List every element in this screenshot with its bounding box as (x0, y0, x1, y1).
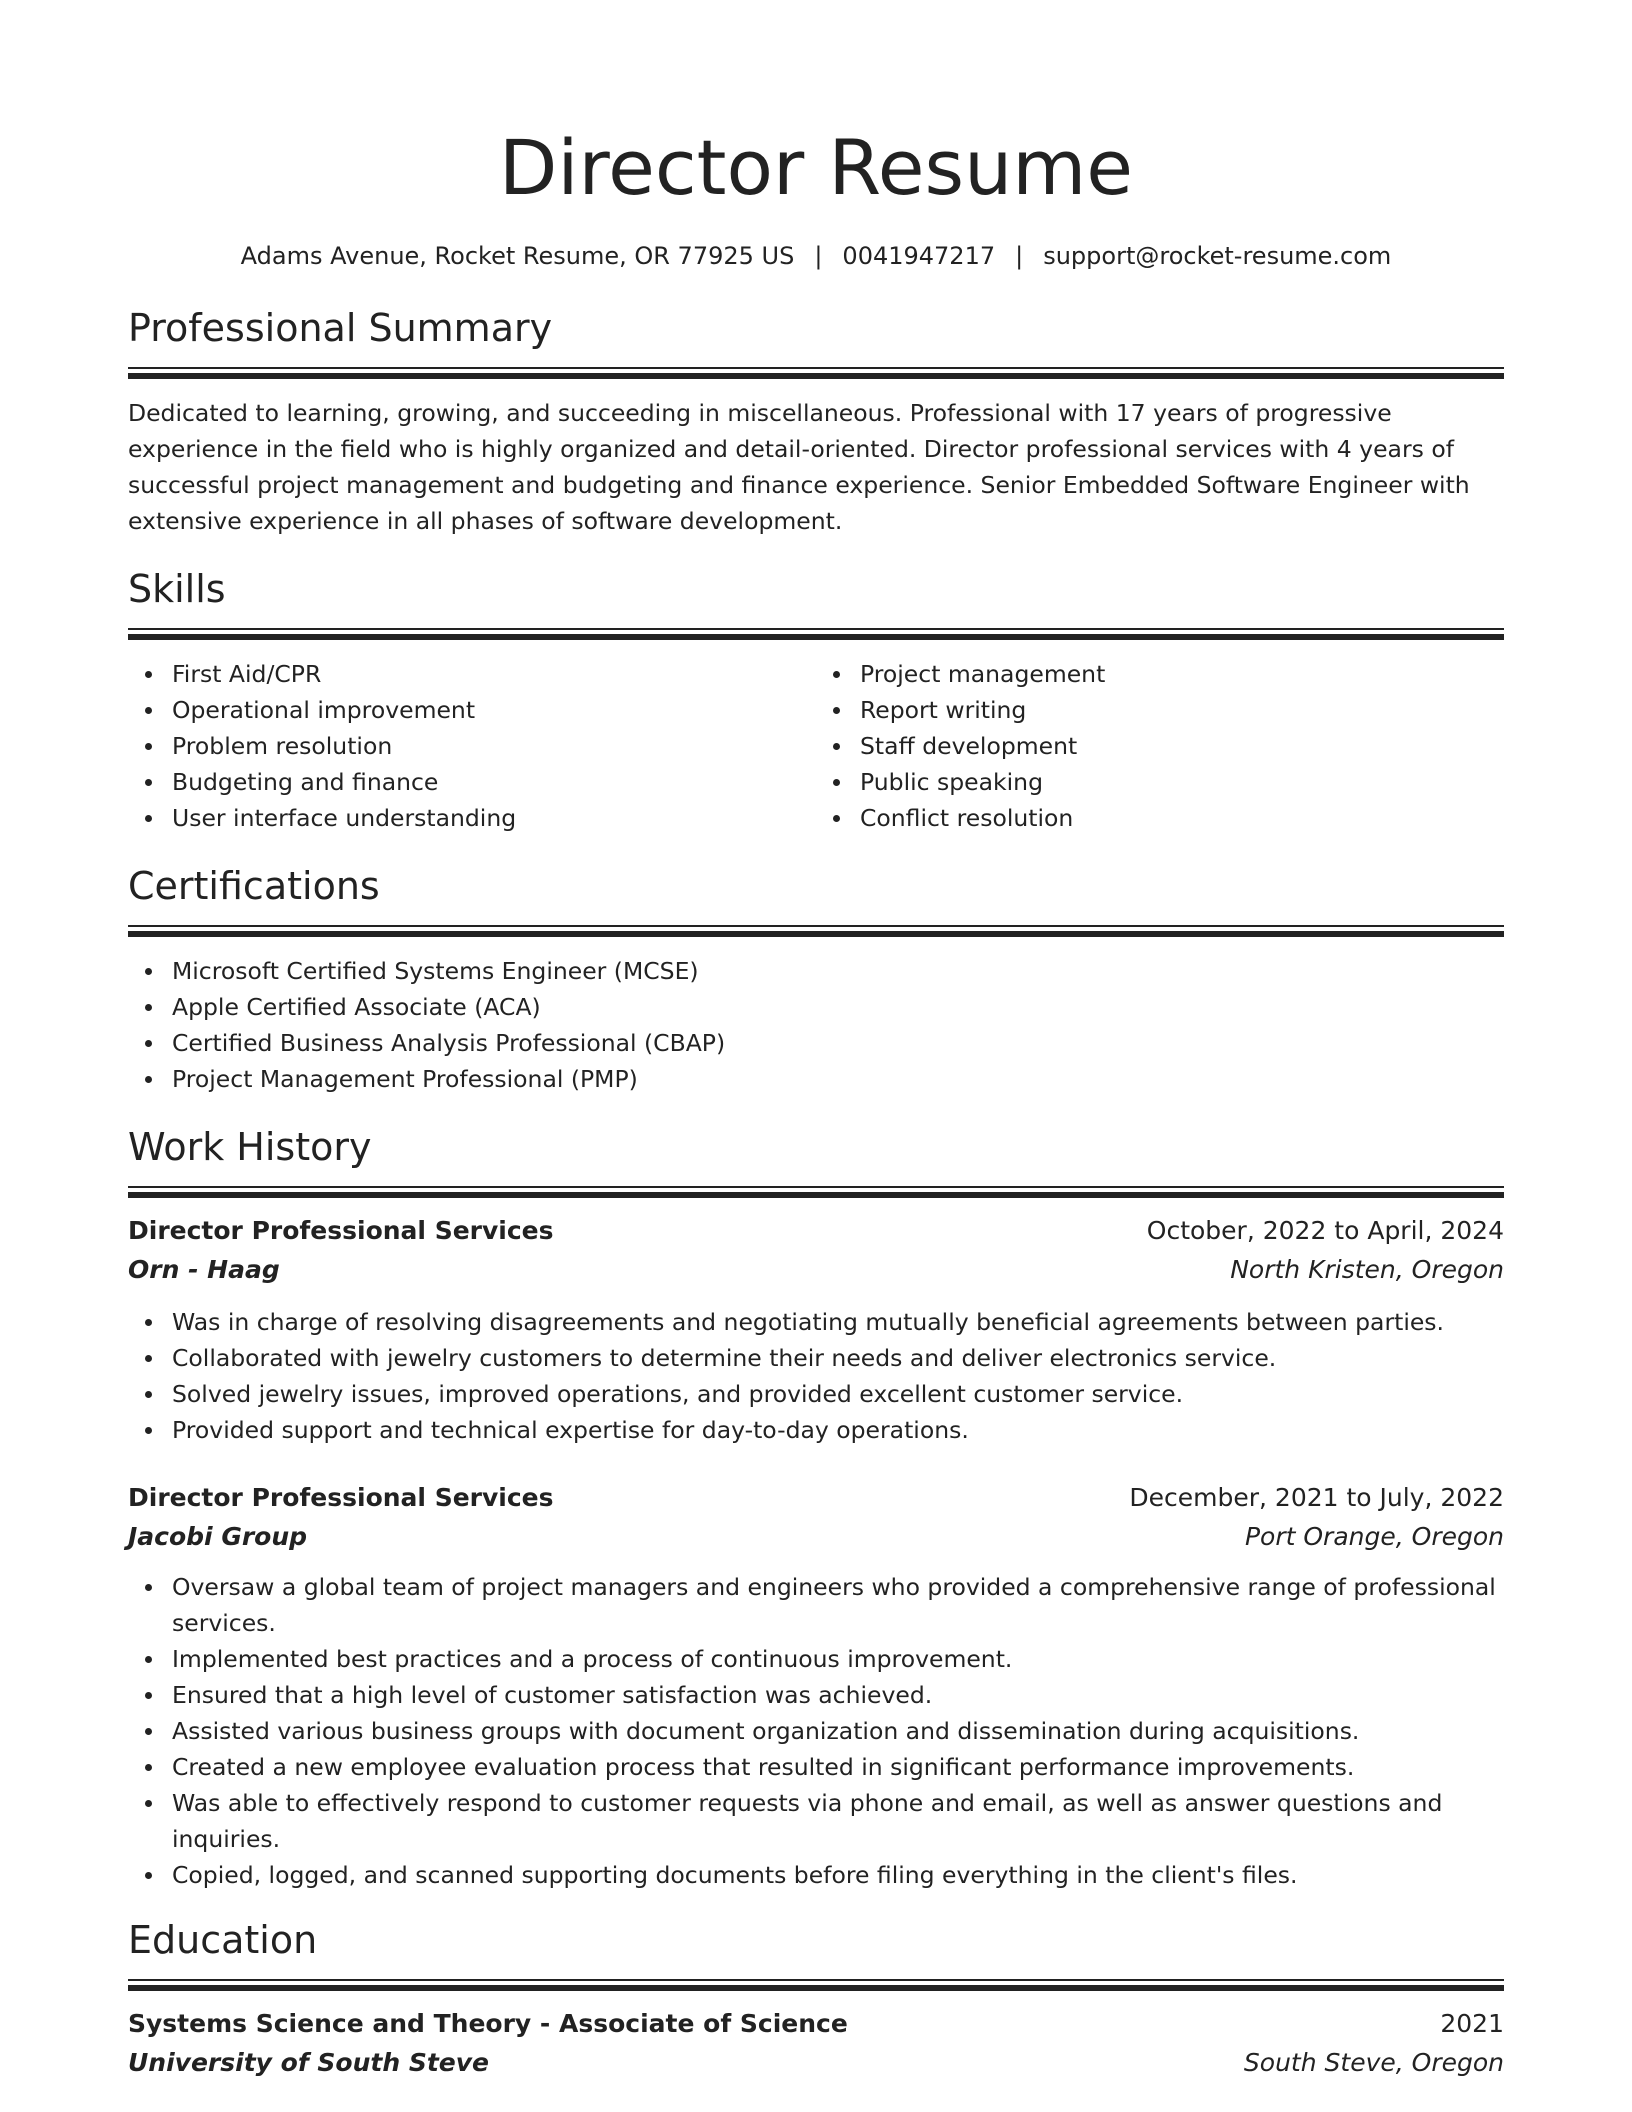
job-location: North Kristen, Oregon (1230, 1255, 1504, 1284)
education-location: South Steve, Oregon (1243, 2048, 1504, 2077)
skills-list-right (816, 656, 1504, 836)
education-year: 2021 (1440, 2009, 1504, 2038)
job-bullet: Collaborated with jewelry customers to determine their needs and deliver electronics service. (172, 1340, 1504, 1376)
skills-heading: Skills (128, 567, 226, 611)
job-entry (128, 1212, 1504, 1448)
contact-separator: | (1015, 242, 1024, 270)
job-subheader (128, 1250, 1504, 1290)
job-header (128, 1212, 1504, 1250)
job-employer: Orn - Haag (128, 1255, 280, 1284)
job-bullet: Oversaw a global team of project managers and engineers who provided a comprehensive range of professional services. (172, 1569, 1504, 1641)
certifications-heading: Certifications (128, 864, 380, 908)
summary-section (128, 303, 1504, 539)
job-bullet: Created a new employee evaluation process that resulted in significant performance improvements. (172, 1749, 1504, 1785)
skill-item: Operational improvement (172, 692, 816, 728)
skill-item: Public speaking (860, 764, 1504, 800)
education-heading: Education (128, 1918, 318, 1962)
job-bullet: Provided support and technical expertise for day-to-day operations. (172, 1412, 1504, 1448)
contact-phone: 0041947217 (842, 242, 996, 270)
work-history-section (128, 1122, 1504, 1893)
skill-item: Budgeting and finance (172, 764, 816, 800)
section-divider (128, 1186, 1504, 1198)
job-bullet: Implemented best practices and a process of continuous improvement. (172, 1641, 1504, 1677)
job-bullet: Ensured that a high level of customer satisfaction was achieved. (172, 1677, 1504, 1713)
skill-item: First Aid/CPR (172, 656, 816, 692)
education-degree: Systems Science and Theory - Associate of Science (128, 2009, 848, 2038)
education-entry (128, 2005, 1504, 2083)
certifications-list (128, 953, 1504, 1097)
job-bullets (128, 1304, 1504, 1448)
certification-item: Apple Certified Associate (ACA) (172, 989, 1504, 1025)
skill-item: Conflict resolution (860, 800, 1504, 836)
education-header (128, 2005, 1504, 2043)
job-bullet: Solved jewelry issues, improved operations, and provided excellent customer service. (172, 1376, 1504, 1412)
education-school: University of South Steve (128, 2048, 489, 2077)
job-bullet: Was in charge of resolving disagreements and negotiating mutually beneficial agreements between parties. (172, 1304, 1504, 1340)
job-bullet: Was able to effectively respond to customer requests via phone and email, as well as answer questions and inquiries. (172, 1785, 1504, 1857)
section-divider (128, 925, 1504, 937)
contact-separator: | (814, 242, 823, 270)
contact-address: Adams Avenue, Rocket Resume, OR 77925 US (240, 242, 795, 270)
education-subheader (128, 2043, 1504, 2083)
skill-item: Report writing (860, 692, 1504, 728)
skills-columns (128, 656, 1504, 836)
job-dates: December, 2021 to July, 2022 (1129, 1483, 1504, 1512)
job-entry (128, 1479, 1504, 1893)
skills-section (128, 564, 1504, 836)
contact-line (128, 240, 1504, 272)
skill-item: User interface understanding (172, 800, 816, 836)
job-bullets (128, 1569, 1504, 1893)
work-history-heading: Work History (128, 1125, 372, 1169)
summary-text: Dedicated to learning, growing, and succeeding in miscellaneous. Professional with 17 years of progressive experience in the field who is highly organized and detail-oriented. Director professional services with 4 years of successful project management and budgeting and finance experience. Senior Embedded Software Engineer with extensive experience in all phases of software development. (128, 399, 1470, 535)
certification-item: Project Management Professional (PMP) (172, 1061, 1504, 1097)
certification-item: Certified Business Analysis Professional (CBAP) (172, 1025, 1504, 1061)
job-bullet: Assisted various business groups with document organization and dissemination during acquisitions. (172, 1713, 1504, 1749)
job-subheader (128, 1517, 1504, 1557)
skill-item: Problem resolution (172, 728, 816, 764)
job-title: Director Professional Services (128, 1216, 554, 1245)
skills-list-left (128, 656, 816, 836)
job-employer: Jacobi Group (128, 1522, 308, 1551)
certifications-section (128, 861, 1504, 1097)
job-location: Port Orange, Oregon (1244, 1522, 1504, 1551)
job-title: Director Professional Services (128, 1483, 554, 1512)
job-header (128, 1479, 1504, 1517)
skill-item: Project management (860, 656, 1504, 692)
contact-email: support@rocket-resume.com (1043, 242, 1392, 270)
skill-item: Staff development (860, 728, 1504, 764)
education-section (128, 1915, 1504, 2083)
section-divider (128, 1979, 1504, 1991)
summary-heading: Professional Summary (128, 306, 553, 350)
page-title: Director Resume (498, 123, 1134, 212)
certification-item: Microsoft Certified Systems Engineer (MCSE) (172, 953, 1504, 989)
job-bullet: Copied, logged, and scanned supporting documents before filing everything in the client's files. (172, 1857, 1504, 1893)
section-divider (128, 628, 1504, 640)
job-dates: October, 2022 to April, 2024 (1146, 1216, 1504, 1245)
section-divider (128, 367, 1504, 379)
